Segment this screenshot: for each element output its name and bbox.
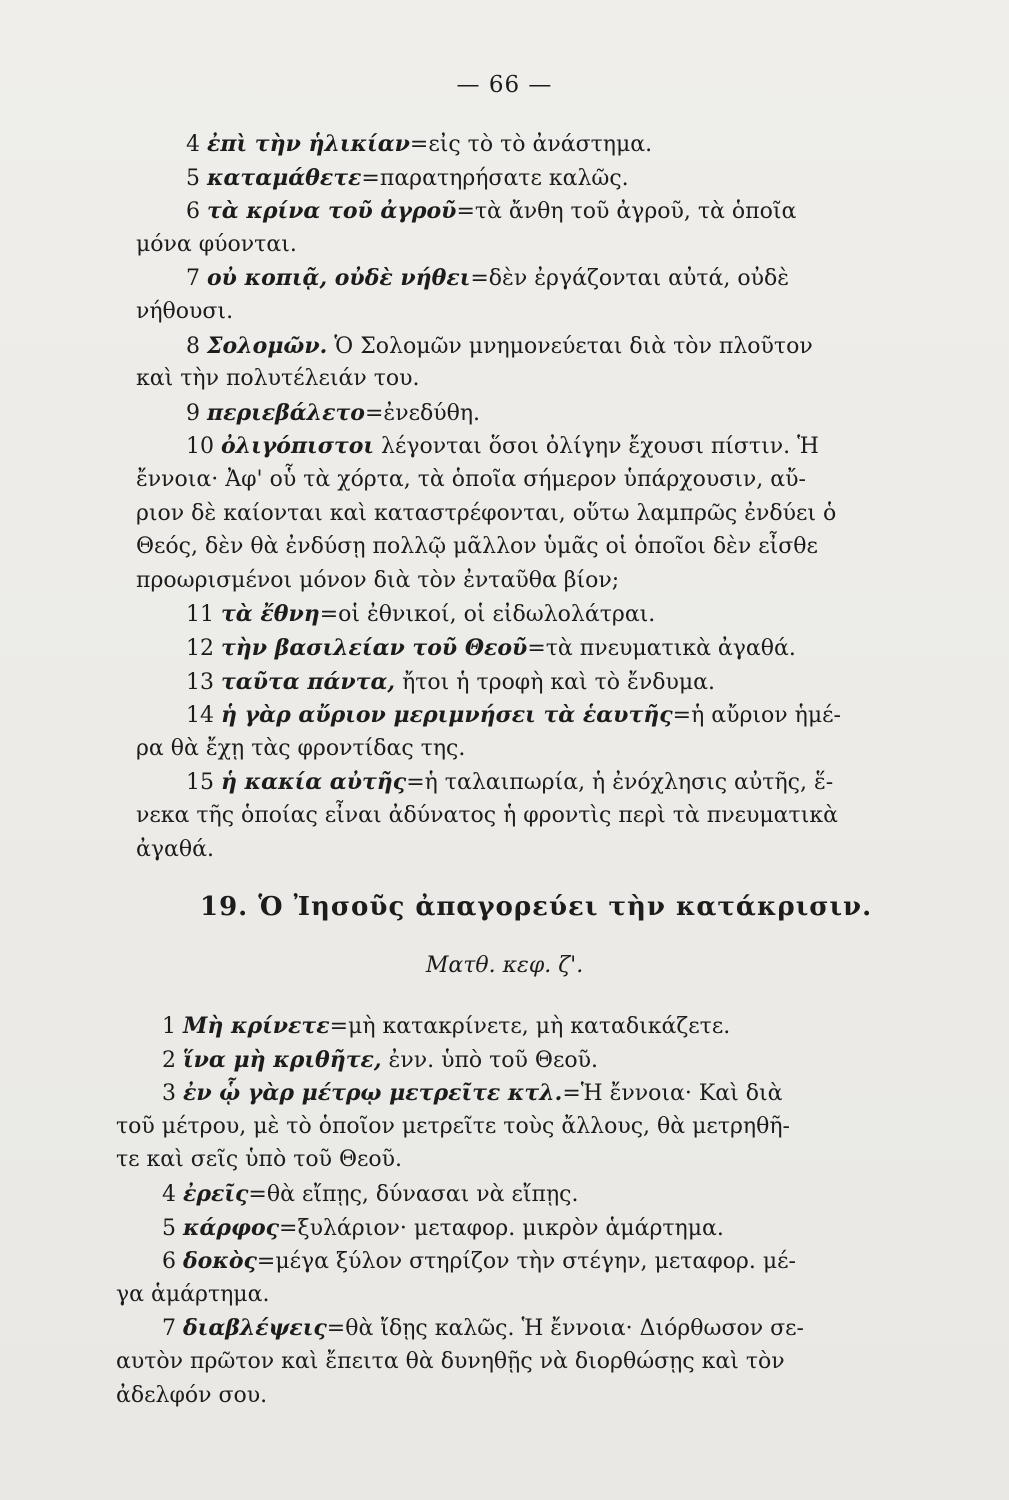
note-term: διαβλέψεις [183, 1315, 327, 1342]
note-text: =ἐνεδύθη. [364, 400, 481, 426]
note-line [116, 1281, 269, 1309]
note-line [136, 567, 619, 595]
note-line [136, 466, 806, 494]
note-text: =οἱ ἐθνικοί, οἱ εἰδωλολάτραι. [319, 602, 656, 628]
note-text: =παρατηρήσατε καλῶς. [361, 165, 629, 191]
note-text: νήθουσι. [136, 299, 234, 324]
note-text: λέγονται ὅσοι ὀλίγην ἔχουσι πίστιν. Ἡ [374, 434, 819, 460]
note-term: ἐρεῖς [183, 1181, 249, 1207]
note-number: 2 [162, 1047, 183, 1073]
note-line [136, 533, 818, 561]
note-text: =Ἡ ἔννοια· Καὶ διὰ [562, 1081, 783, 1107]
note-text: αυτὸν πρῶτον καὶ ἔπειτα θὰ δυνηθῇς νὰ διορθώσῃς καὶ τὸν [116, 1349, 785, 1374]
note-line [136, 365, 420, 393]
note-text: =τὰ ἄνθη τοῦ ἀγροῦ, τὰ ὁποῖα [456, 199, 797, 225]
note-number: 1 [162, 1014, 183, 1039]
note-text: τοῦ μέτρου, μὲ τὸ ὁποῖον μετρεῖτε τοὺς ἄλλους, θὰ μετρηθῆ- [116, 1113, 790, 1139]
note-line [186, 197, 796, 226]
note-text: Θεός, δὲν θὰ ἐνδύσῃ πολλῷ μᾶλλον ὑμᾶς οἱ ὁποῖοι δὲν εἶσθε [136, 534, 818, 560]
note-line [186, 332, 813, 361]
note-number: 4 [162, 1182, 183, 1207]
note-line [186, 432, 819, 461]
note-number: 6 [162, 1249, 183, 1275]
note-line [162, 1247, 796, 1276]
note-number: 9 [186, 400, 207, 426]
note-line [186, 634, 796, 663]
note-number: 5 [162, 1215, 183, 1241]
note-number: 15 [186, 770, 221, 796]
note-line [186, 668, 715, 697]
note-term: οὐ κοπιᾷ, οὐδὲ νήθει [207, 265, 471, 292]
note-text: νεκα τῆς ὁποίας εἶναι ἀδύνατος ἡ φροντὶς περὶ τὰ πνευματικὰ [136, 803, 838, 828]
note-text: γα ἁμάρτημα. [116, 1281, 270, 1307]
note-line [186, 701, 841, 730]
note-text: =εἰς τὸ τὸ ἀνάστημα. [409, 132, 653, 157]
note-line [162, 1046, 598, 1075]
note-term: κάρφος [183, 1214, 280, 1241]
note-line [116, 1146, 402, 1174]
note-term: τὴν βασιλείαν τοῦ Θεοῦ [221, 635, 528, 661]
note-line [186, 264, 789, 293]
note-term: δοκὸς [183, 1248, 257, 1275]
note-line [186, 130, 652, 159]
note-line [186, 399, 480, 428]
note-number: 7 [186, 266, 207, 292]
note-term: τὰ κρίνα τοῦ ἀγροῦ [207, 198, 457, 225]
note-text: τε καὶ σεῖς ὑπὸ τοῦ Θεοῦ. [116, 1147, 403, 1173]
note-line [186, 768, 833, 797]
note-text: Ὁ Σολομῶν μνημονεύεται διὰ τὸν πλοῦτον [327, 333, 813, 359]
note-line [162, 1214, 724, 1243]
note-text: ρα θὰ ἔχῃ τὰς φροντίδας της. [136, 735, 466, 761]
note-term: ἡ γὰρ αὔριον μεριμνήσει τὰ ἑαυτῆς [221, 702, 673, 729]
note-term: ὀλιγόπιστοι [221, 433, 375, 460]
note-number: 11 [186, 602, 221, 628]
note-line [162, 1079, 782, 1108]
note-line [162, 1314, 804, 1343]
note-line [162, 1180, 578, 1209]
note-number: 7 [162, 1316, 183, 1342]
note-text: =μὴ κατακρίνετε, μὴ καταδικάζετε. [329, 1014, 731, 1039]
note-text: =ἡ ταλαιπωρία, ἡ ἐνόχλησις αὐτῆς, ἕ- [406, 770, 834, 796]
note-term: ἡ κακία αὐτῆς [221, 769, 407, 796]
note-term: Μὴ κρίνετε [183, 1013, 330, 1039]
note-text: =ἡ αὔριον ἡμέ- [672, 703, 841, 729]
note-line [186, 600, 655, 629]
note-text: μόνα φύονται. [136, 231, 297, 257]
note-line [116, 1113, 790, 1141]
note-line [186, 164, 629, 193]
note-number: 10 [186, 434, 221, 460]
note-text: =θὰ ἴδῃς καλῶς. Ἡ ἔννοια· Διόρθωσον σε- [326, 1316, 804, 1342]
note-line [116, 1382, 267, 1410]
note-text: προωρισμένοι μόνον διὰ τὸν ἐνταῦθα βίον; [136, 567, 620, 593]
note-number: 12 [186, 636, 221, 661]
note-text: =τὰ πνευματικὰ ἀγαθά. [527, 636, 796, 661]
note-term: καταμάθετε [207, 164, 362, 191]
note-line [136, 298, 233, 326]
note-number: 13 [186, 669, 221, 695]
note-term: ἐπὶ τὴν ἡλικίαν [207, 131, 410, 157]
note-number: 5 [186, 165, 207, 191]
note-number: 4 [186, 132, 207, 157]
note-text: ἐνν. ὑπὸ τοῦ Θεοῦ. [381, 1047, 598, 1073]
note-number: 14 [186, 703, 221, 729]
note-text: ἔννοια· Ἀφ' οὗ τὰ χόρτα, τὰ ὁποῖα σήμερον ὑπάρχουσιν, αὔ- [136, 467, 806, 492]
note-text: καὶ τὴν πολυτέλειάν του. [136, 366, 420, 392]
note-number: 8 [186, 333, 207, 359]
note-term: ἵνα μὴ κριθῆτε, [183, 1046, 382, 1073]
section-heading: 19. Ὁ Ἰησοῦς ἀπαγορεύει τὴν κατάκρισιν. [200, 892, 873, 922]
page-number: — 66 — [456, 72, 553, 98]
note-text: ἀδελφόν σου. [116, 1382, 268, 1408]
note-term: περιεβάλετο [207, 399, 365, 426]
note-term: Σολομῶν. [207, 332, 328, 359]
note-line [136, 802, 838, 830]
note-line [136, 735, 465, 763]
note-text: =θὰ εἴπῃς, δύνασαι νὰ εἴπῃς. [248, 1182, 579, 1207]
note-number: 3 [162, 1081, 183, 1107]
note-term: ἐν ᾧ γὰρ μέτρῳ μετρεῖτε κτλ. [183, 1080, 563, 1107]
note-term: τὰ ἔθνη [221, 601, 320, 628]
note-line [136, 500, 836, 528]
note-text: ριον δὲ καίονται καὶ καταστρέφονται, οὕτω λαμπρῶς ἐνδύει ὁ [136, 500, 837, 526]
note-text: ἀγαθά. [136, 836, 214, 862]
section-subheading: Ματθ. κεφ. ζ'. [425, 953, 584, 978]
note-line [116, 1348, 785, 1376]
note-line [136, 231, 297, 259]
note-line [162, 1012, 730, 1041]
note-line [136, 836, 214, 864]
note-text: =ξυλάριον· μεταφορ. μικρὸν ἁμάρτημα. [279, 1215, 724, 1241]
note-text: ἤτοι ἡ τροφὴ καὶ τὸ ἔνδυμα. [395, 669, 715, 695]
note-text: =δὲν ἐργάζονται αὐτά, οὐδὲ [470, 266, 790, 292]
note-text: =μέγα ξύλον στηρίζον τὴν στέγην, μεταφορ. μέ- [256, 1249, 796, 1275]
note-term: ταῦτα πάντα, [221, 668, 396, 695]
note-number: 6 [186, 199, 207, 225]
